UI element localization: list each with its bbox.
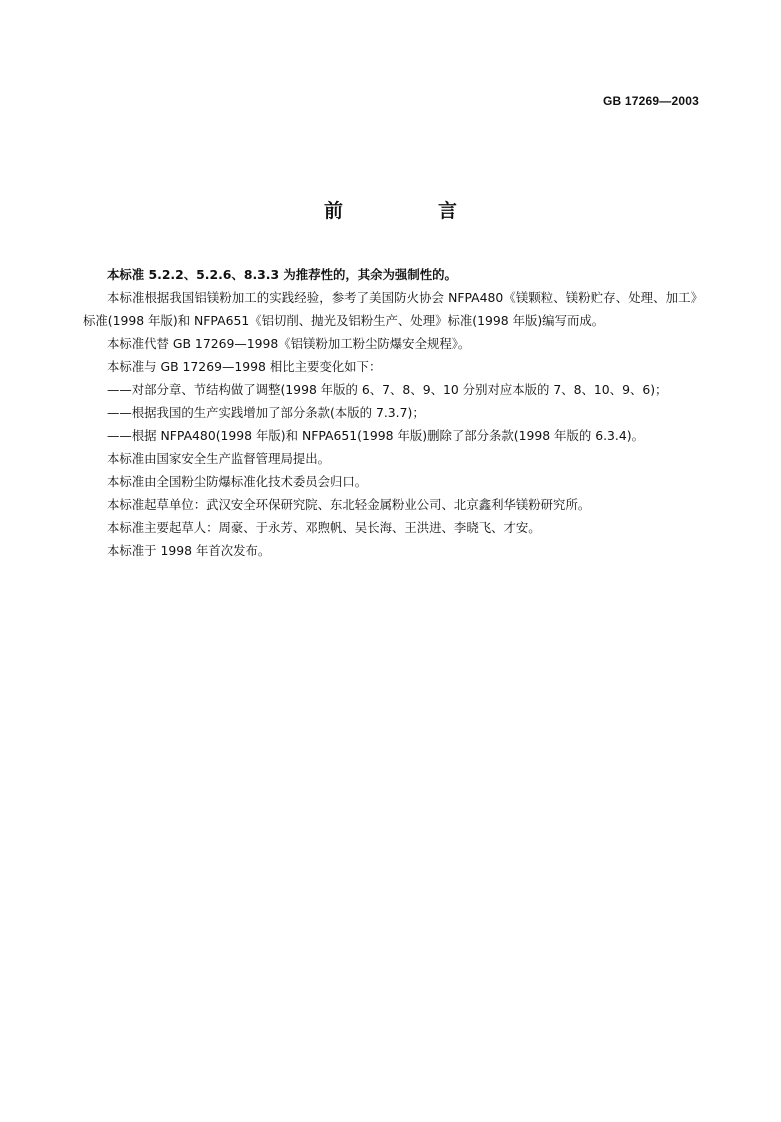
paragraph-replaces: 本标准代替 GB 17269—1998《铝镁粉加工粉尘防爆安全规程》。 — [107, 336, 471, 351]
list-item-change-1: ——对部分章、节结构做了调整(1998 年版的 6、7、8、9、10 分别对应本版的 7、8、10、9、6)； — [107, 382, 668, 397]
paragraph-drafting-units: 本标准起草单位：武汉安全环保研究院、东北轻金属粉业公司、北京鑫利华镁粉研究所。 — [107, 497, 591, 512]
paragraph-administered-by: 本标准由全国粉尘防爆标准化技术委员会归口。 — [107, 474, 368, 489]
page-title: 前 言 — [323, 200, 495, 222]
paragraph-proposed-by: 本标准由国家安全生产监督管理局提出。 — [107, 451, 331, 466]
paragraph-basis: 本标准根据我国铝镁粉加工的实践经验，参考了美国防火协会 NFPA480《镁颗粒、镁粉贮存、处理、加工》标准(1998 年版)和 NFPA651《铝切削、抛光及铝粉生产、处理》标准(1998 年版)编写而成。 — [83, 290, 703, 328]
standard-code: GB 17269—2003 — [603, 94, 699, 108]
list-item-change-3: ——根据 NFPA480(1998 年版)和 NFPA651(1998 年版)删除了部分条款(1998 年版的 6.3.4)。 — [107, 428, 644, 443]
paragraph-main-changes: 本标准与 GB 17269—1998 相比主要变化如下： — [107, 359, 382, 374]
paragraph-first-issued: 本标准于 1998 年首次发布。 — [107, 543, 271, 558]
foreword-body — [83, 263, 703, 562]
paragraph-drafters: 本标准主要起草人：周豪、于永芳、邓煦帆、吴长海、王洪进、李晓飞、才安。 — [107, 520, 541, 535]
paragraph-recommended-clauses: 本标准 5.2.2、5.2.6、8.3.3 为推荐性的，其余为强制性的。 — [107, 267, 457, 282]
list-item-change-2: ——根据我国的生产实践增加了部分条款(本版的 7.3.7)； — [107, 405, 425, 420]
